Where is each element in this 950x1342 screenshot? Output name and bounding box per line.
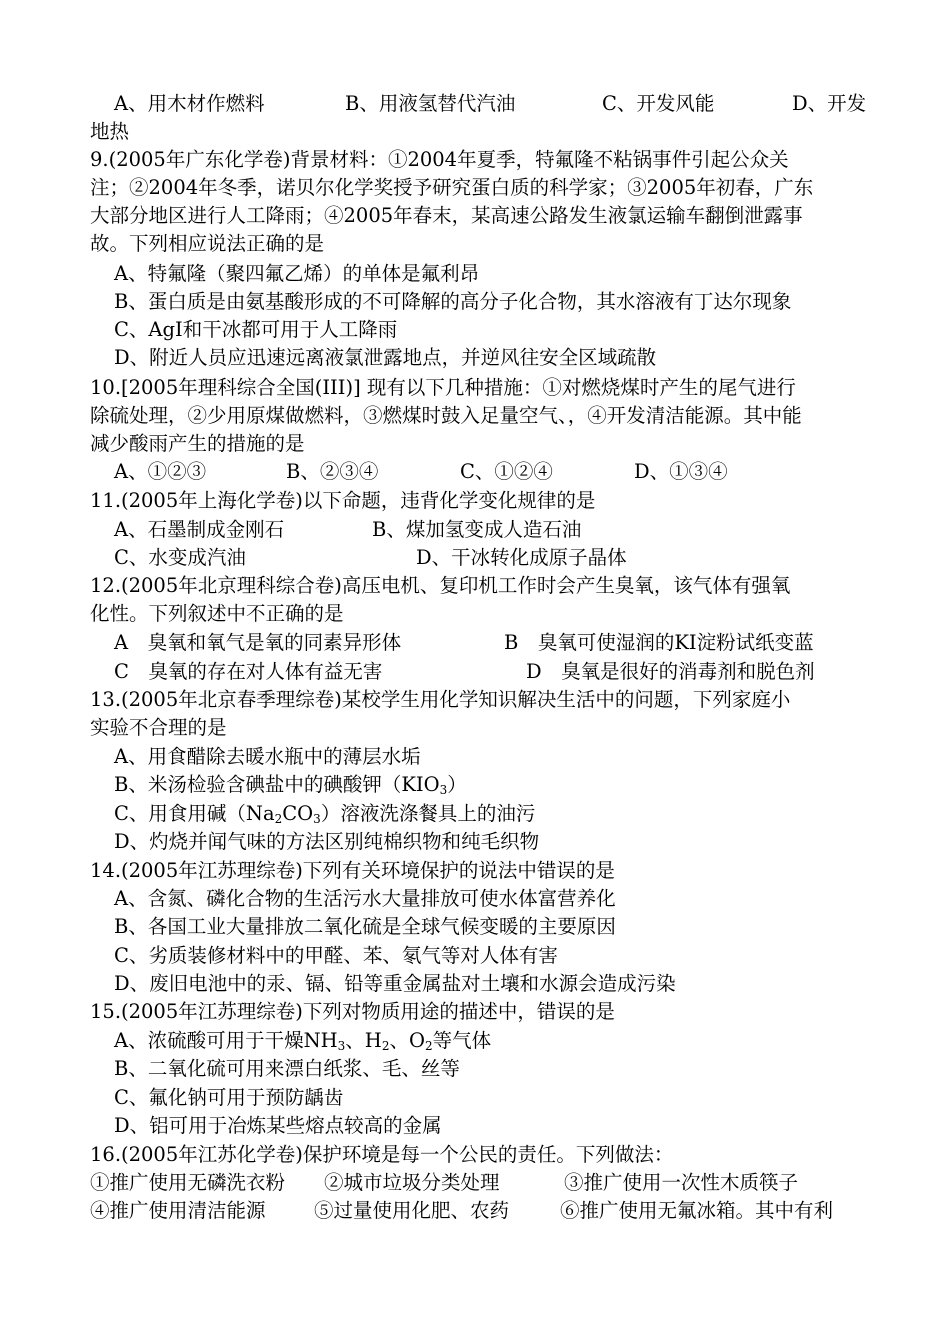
q15-option-d: D、铝可用于冶炼某些熔点较高的金属 xyxy=(114,1114,442,1137)
q15-option-a xyxy=(90,1027,868,1055)
q16-item-6: ⑥推广使用无氟冰箱。其中有利 xyxy=(560,1199,834,1222)
q15-stem: 15.(2005年江苏理综卷)下列对物质用途的描述中，错误的是 xyxy=(90,1000,615,1023)
q13-option-b xyxy=(90,771,868,799)
text-run: C、用食用碱（Na xyxy=(114,802,275,825)
q10-option-c: C、①②④ xyxy=(460,460,553,483)
text-line: 除硫处理，②少用原煤做燃料，③燃煤时鼓入足量空气、，④开发清洁能源。其中能 xyxy=(90,404,802,427)
q16-items-row-1 xyxy=(90,1169,868,1197)
subscript: 2 xyxy=(274,812,283,826)
subscript: 3 xyxy=(337,1039,346,1053)
text-run: B、米汤检验含碘盐中的碘酸钾（KIO xyxy=(114,773,440,796)
text-run: CO xyxy=(282,802,314,825)
q12-option-d: D 臭氧是很好的消毒剂和脱色剂 xyxy=(526,660,815,683)
q15-option-c: C、氟化钠可用于预防龋齿 xyxy=(114,1086,344,1109)
q14-stem: 14.(2005年江苏理综卷)下列有关环境保护的说法中错误的是 xyxy=(90,859,615,882)
q12-option-c: C 臭氧的存在对人体有益无害 xyxy=(114,660,383,683)
subscript: 3 xyxy=(313,812,321,826)
q11-option-c: C、水变成汽油 xyxy=(114,546,246,569)
text-run: 、H xyxy=(345,1029,382,1052)
text-line: 化性。下列叙述中不正确的是 xyxy=(90,602,344,625)
q11-option-a: A、石墨制成金刚石 xyxy=(114,518,285,541)
q15-option-b: B、二氧化硫可用来漂白纸浆、毛、丝等 xyxy=(114,1057,460,1080)
text-run: A、浓硫酸可用于干燥NH xyxy=(114,1029,338,1052)
q10-option-d: D、①③④ xyxy=(634,460,728,483)
q9-option-d: D、附近人员应迅速远离液氯泄露地点，并逆风往安全区域疏散 xyxy=(114,346,657,369)
subscript: 2 xyxy=(381,1039,390,1053)
q10-stem: 10.[2005年理科综合全国(III)] 现有以下几种措施：①对燃烧煤时产生的尾气进行 xyxy=(90,376,796,399)
subscript: 3 xyxy=(439,783,448,797)
q10-option-b: B、②③④ xyxy=(286,460,379,483)
text-line: 实验不合理的是 xyxy=(90,716,227,739)
q16-item-4: ④推广使用清洁能源 xyxy=(90,1199,266,1222)
q11-option-b: B、煤加氢变成人造石油 xyxy=(372,518,582,541)
text-line: 地热 xyxy=(90,120,130,143)
text-run: ）溶液洗涤餐具上的油污 xyxy=(320,802,536,825)
q9-stem: 9.(2005年广东化学卷)背景材料：①2004年夏季，特氟隆不粘锅事件引起公众关 xyxy=(90,148,789,171)
q12-option-b: B 臭氧可使湿润的KI淀粉试纸变蓝 xyxy=(504,631,814,654)
q16-item-1: ①推广使用无磷洗衣粉 xyxy=(90,1171,286,1194)
q16-item-2: ②城市垃圾分类处理 xyxy=(324,1171,500,1194)
q11-option-d: D、干冰转化成原子晶体 xyxy=(416,546,627,569)
text-run: 等气体 xyxy=(432,1029,492,1052)
q9-option-b: B、蛋白质是由氨基酸形成的不可降解的高分子化合物，其水溶液有丁达尔现象 xyxy=(114,290,792,313)
q12-option-a: A 臭氧和氧气是氧的同素异形体 xyxy=(114,631,402,654)
q13-option-d: D、灼烧并闻气味的方法区别纯棉织物和纯毛织物 xyxy=(114,830,540,853)
q9-option-c: C、AgI和干冰都可用于人工降雨 xyxy=(114,318,398,341)
q16-stem: 16.(2005年江苏化学卷)保护环境是每一个公民的责任。下列做法： xyxy=(90,1143,674,1166)
q14-option-a: A、含氮、磷化合物的生活污水大量排放可使水体富营养化 xyxy=(114,887,616,910)
q8-option-b: B、用液氢替代汽油 xyxy=(345,92,516,115)
text-line: 注；②2004年冬季，诺贝尔化学奖授予研究蛋白质的科学家；③2005年初春，广东 xyxy=(90,176,814,199)
text-line: 减少酸雨产生的措施的是 xyxy=(90,432,305,455)
q11-options-row-1 xyxy=(90,516,868,544)
q16-item-5: ⑤过量使用化肥、农药 xyxy=(314,1199,510,1222)
q13-stem: 13.(2005年北京春季理综卷)某校学生用化学知识解决生活中的问题，下列家庭小 xyxy=(90,688,791,711)
q8-option-a: A、用木材作燃料 xyxy=(114,92,265,115)
text-line: 故。下列相应说法正确的是 xyxy=(90,232,325,255)
q14-option-c: C、劣质装修材料中的甲醛、苯、氡气等对人体有害 xyxy=(114,944,558,967)
q8-options-row xyxy=(90,90,868,118)
text-run: 、O xyxy=(389,1029,425,1052)
q10-options-row xyxy=(90,458,868,486)
q9-option-a: A、特氟隆（聚四氟乙烯）的单体是氟利昂 xyxy=(114,262,480,285)
q8-option-c: C、开发风能 xyxy=(602,92,715,115)
q11-options-row-2 xyxy=(90,544,868,572)
q10-option-a: A、①②③ xyxy=(114,460,207,483)
q14-option-d: D、废旧电池中的汞、镉、铅等重金属盐对土壤和水源会造成污染 xyxy=(114,972,676,995)
text-run: ） xyxy=(447,773,467,796)
q13-option-a: A、用食醋除去暖水瓶中的薄层水垢 xyxy=(114,745,421,768)
q12-options-row-1 xyxy=(90,629,868,657)
q16-item-3: ③推广使用一次性木质筷子 xyxy=(564,1171,799,1194)
subscript: 2 xyxy=(424,1039,433,1053)
q8-option-d: D、开发 xyxy=(792,92,867,115)
q12-stem: 12.(2005年北京理科综合卷)高压电机、复印机工作时会产生臭氧，该气体有强氧 xyxy=(90,574,791,597)
q11-stem: 11.(2005年上海化学卷)以下命题，违背化学变化规律的是 xyxy=(90,489,596,512)
q14-option-b: B、各国工业大量排放二氧化硫是全球气候变暖的主要原因 xyxy=(114,915,616,938)
q12-options-row-2 xyxy=(90,658,868,686)
text-line: 大部分地区进行人工降雨；④2005年春末，某高速公路发生液氯运输车翻倒泄露事 xyxy=(90,204,803,227)
q16-items-row-2 xyxy=(90,1197,868,1225)
q13-option-c xyxy=(90,800,868,828)
